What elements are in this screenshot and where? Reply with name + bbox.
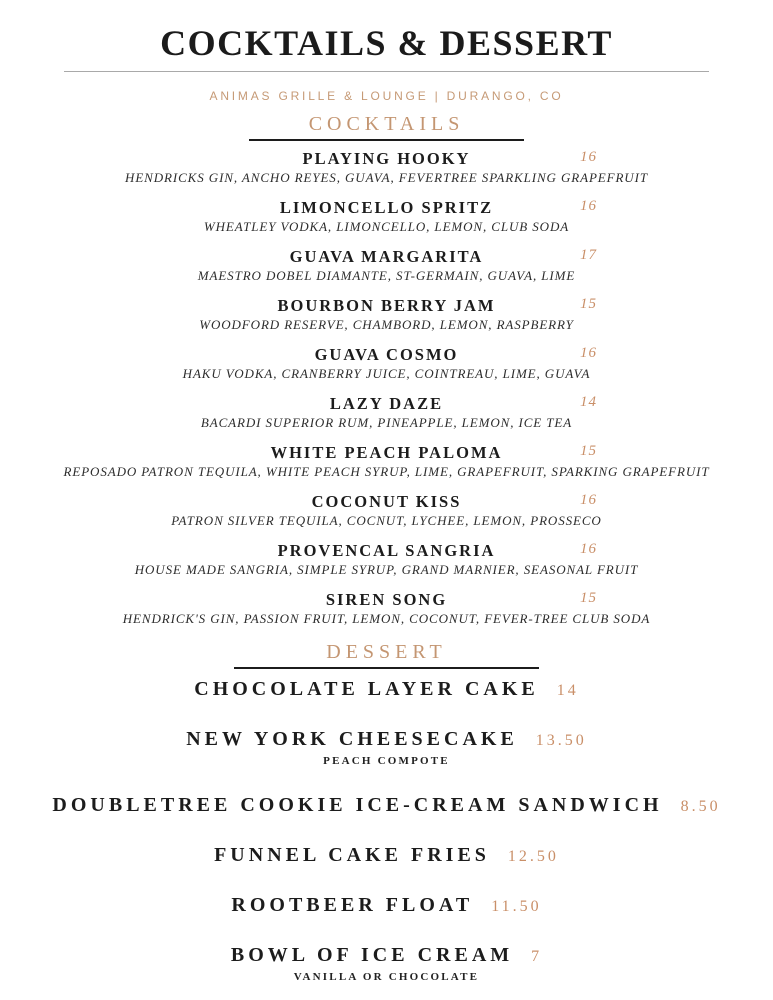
restaurant-subtitle: ANIMAS GRILLE & LOUNGE | DURANGO, CO [209, 89, 564, 104]
item-price: 14 [580, 394, 597, 411]
item-price: 16 [580, 345, 597, 362]
cocktail-item [0, 198, 773, 235]
item-description: HENDRICKS GIN, ANCHO REYES, GUAVA, FEVERTREE SPARKLING GRAPEFRUIT [125, 170, 648, 186]
item-description: WOODFORD RESERVE, CHAMBORD, LEMON, RASPBERRY [199, 317, 574, 333]
item-price: 8.50 [680, 798, 721, 816]
item-description: WHEATLEY VODKA, LIMONCELLO, LEMON, CLUB SODA [203, 219, 570, 235]
item-price: 15 [580, 296, 597, 313]
item-name: WHITE PEACH PALOMA [270, 443, 503, 463]
dessert-item [0, 943, 773, 985]
item-name: FUNNEL CAKE FRIES [214, 844, 490, 867]
cocktail-item [0, 492, 773, 529]
item-name: LAZY DAZE [329, 394, 444, 414]
item-name: DOUBLETREE COOKIE ICE-CREAM SANDWICH [52, 794, 663, 817]
item-name: BOWL OF ICE CREAM [230, 944, 514, 967]
dessert-section-heading: DESSERT [326, 641, 447, 664]
item-price: 7 [531, 948, 543, 966]
cocktail-item [0, 443, 773, 480]
item-description: HAKU VODKA, CRANBERRY JUICE, COINTREAU, LIME, GUAVA [182, 366, 591, 382]
item-note: VANILLA OR CHOCOLATE [293, 971, 480, 984]
cocktail-item [0, 247, 773, 284]
item-price: 16 [580, 149, 597, 166]
item-description: HENDRICK'S GIN, PASSION FRUIT, LEMON, COCONUT, FEVER-TREE CLUB SODA [122, 611, 651, 627]
item-description: PATRON SILVER TEQUILA, COCNUT, LYCHEE, LEMON, PROSSECO [171, 513, 602, 529]
item-price: 12.50 [507, 848, 559, 866]
item-price: 17 [580, 247, 597, 264]
dessert-item [0, 677, 773, 703]
cocktail-item [0, 149, 773, 186]
item-price: 16 [580, 541, 597, 558]
item-price: 16 [580, 492, 597, 509]
item-price: 13.50 [535, 732, 587, 750]
dessert-item [0, 793, 773, 819]
item-name: BOURBON BERRY JAM [277, 296, 496, 316]
cocktails-heading-underline [249, 139, 524, 141]
item-name: COCONUT KISS [311, 492, 462, 512]
item-name: LIMONCELLO SPRITZ [279, 198, 494, 218]
dessert-heading-underline [234, 667, 539, 669]
item-name: PROVENCAL SANGRIA [277, 541, 496, 561]
dessert-item [0, 893, 773, 919]
item-name: CHOCOLATE LAYER CAKE [194, 678, 539, 701]
cocktail-item [0, 541, 773, 578]
item-description: REPOSADO PATRON TEQUILA, WHITE PEACH SYRUP, LIME, GRAPEFRUIT, SPARKING GRAPEFRUIT [63, 464, 710, 480]
cocktails-section [0, 149, 773, 627]
item-name: SIREN SONG [325, 590, 448, 610]
dessert-section [0, 677, 773, 985]
cocktail-item [0, 394, 773, 431]
item-price: 14 [556, 682, 579, 700]
cocktail-item [0, 590, 773, 627]
item-name: GUAVA COSMO [314, 345, 459, 365]
item-price: 11.50 [491, 898, 542, 916]
dessert-item [0, 727, 773, 769]
item-price: 16 [580, 198, 597, 215]
item-name: NEW YORK CHEESECAKE [186, 728, 518, 751]
item-name: GUAVA MARGARITA [289, 247, 484, 267]
cocktail-item [0, 345, 773, 382]
item-price: 15 [580, 443, 597, 460]
item-description: BACARDI SUPERIOR RUM, PINEAPPLE, LEMON, ICE TEA [200, 415, 573, 431]
item-description: HOUSE MADE SANGRIA, SIMPLE SYRUP, GRAND MARNIER, SEASONAL FRUIT [134, 562, 639, 578]
item-price: 15 [580, 590, 597, 607]
item-name: PLAYING HOOKY [302, 149, 471, 169]
dessert-item [0, 843, 773, 869]
cocktails-section-heading: COCKTAILS [308, 113, 465, 136]
item-name: ROOTBEER FLOAT [231, 894, 474, 917]
page-title: COCKTAILS & DESSERT [160, 23, 613, 63]
item-note: PEACH COMPOTE [323, 755, 450, 768]
cocktail-item [0, 296, 773, 333]
title-divider [64, 71, 709, 72]
item-description: MAESTRO DOBEL DIAMANTE, ST-GERMAIN, GUAVA, LIME [197, 268, 576, 284]
